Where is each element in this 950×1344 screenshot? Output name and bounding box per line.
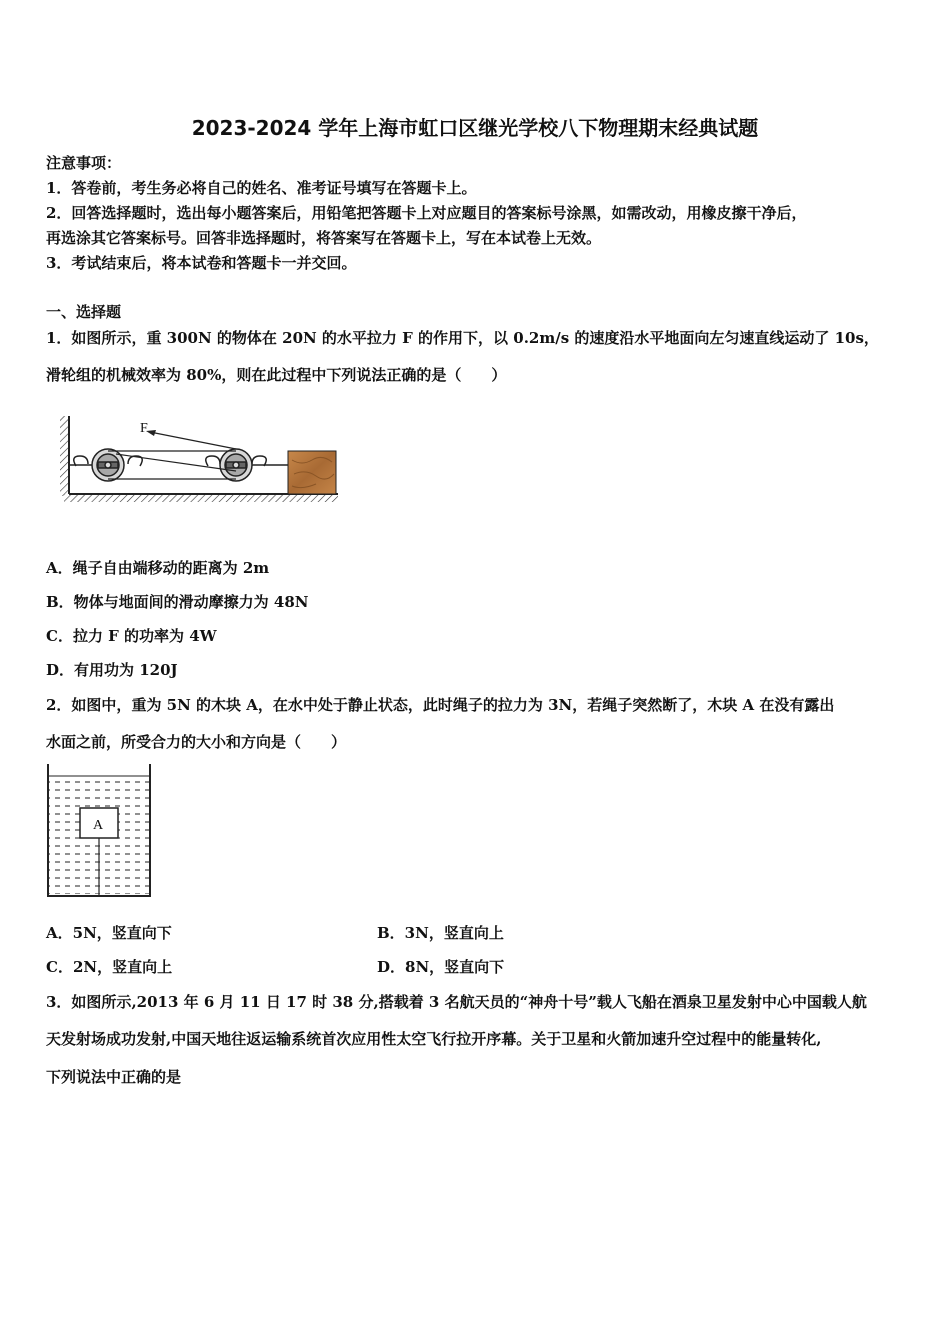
q1-pulley-figure — [56, 410, 342, 506]
exam-title: 2023-2024 学年上海市虹口区继光学校八下物理期末经典试题 — [191, 116, 759, 140]
q2-option-a: A．5N，竖直向下 — [46, 924, 172, 942]
q2-beaker-figure — [44, 762, 154, 900]
q3-text-line3: 下列说法中正确的是 — [46, 1068, 182, 1086]
q2-option-b: B．3N，竖直向上 — [377, 924, 504, 942]
q1-option-b: B．物体与地面间的滑动摩擦力为 48N — [46, 593, 309, 611]
section-heading: 一、选择题 — [46, 303, 122, 321]
force-arrow — [150, 432, 236, 449]
notice-item-3: 3．考试结束后，将本试卷和答题卡一并交回。 — [46, 254, 357, 272]
notice-item-2: 2．回答选择题时，选出每小题答案后，用铅笔把答题卡上对应题目的答案标号涂黑，如需改动，用橡皮擦干净后， — [46, 204, 807, 222]
wall-hatch — [60, 416, 69, 496]
q2-option-c: C．2N，竖直向上 — [46, 958, 173, 976]
ground-hatch — [64, 494, 338, 502]
q1-option-d: D．有用功为 120J — [46, 661, 178, 679]
notice-item-2-cont: 再选涂其它答案标号。回答非选择题时，将答案写在答题卡上，写在本试卷上无效。 — [46, 229, 602, 247]
q2-option-d: D．8N，竖直向下 — [377, 958, 505, 976]
force-label: F — [140, 421, 148, 436]
q2-text-line2: 水面之前，所受合力的大小和方向是（ ） — [46, 733, 347, 751]
q3-text-line2: 天发射场成功发射,中国天地往返运输系统首次应用性太空飞行拉开序幕。关于卫星和火箭加速升空过程中的能量转化, — [46, 1030, 822, 1048]
q3-text-line1: 3．如图所示,2013 年 6 月 11 日 17 时 38 分,搭载着 3 名航天员的“神舟十号”载人飞船在酒泉卫星发射中心中国载人航 — [46, 993, 867, 1011]
q2-text-line1: 2．如图中，重为 5N 的木块 A，在水中处于静止状态，此时绳子的拉力为 3N，若绳子突然断了，木块 A 在没有露出 — [46, 696, 835, 714]
notice-item-1: 1．答卷前，考生务必将自己的姓名、准考证号填写在答题卡上。 — [46, 179, 477, 197]
q1-text-line1: 1．如图所示，重 300N 的物体在 20N 的水平拉力 F 的作用下，以 0.2m/s 的速度沿水平地面向左匀速直线运动了 10s， — [46, 329, 879, 347]
q1-text-line2: 滑轮组的机械效率为 80%，则在此过程中下列说法正确的是（ ） — [46, 366, 507, 384]
q1-option-c: C．拉力 F 的功率为 4W — [46, 627, 217, 645]
notice-heading: 注意事项： — [46, 154, 122, 172]
wooden-block — [288, 451, 336, 494]
block-a-label: A — [93, 818, 104, 833]
q1-option-a: A．绳子自由端移动的距离为 2m — [46, 559, 270, 577]
